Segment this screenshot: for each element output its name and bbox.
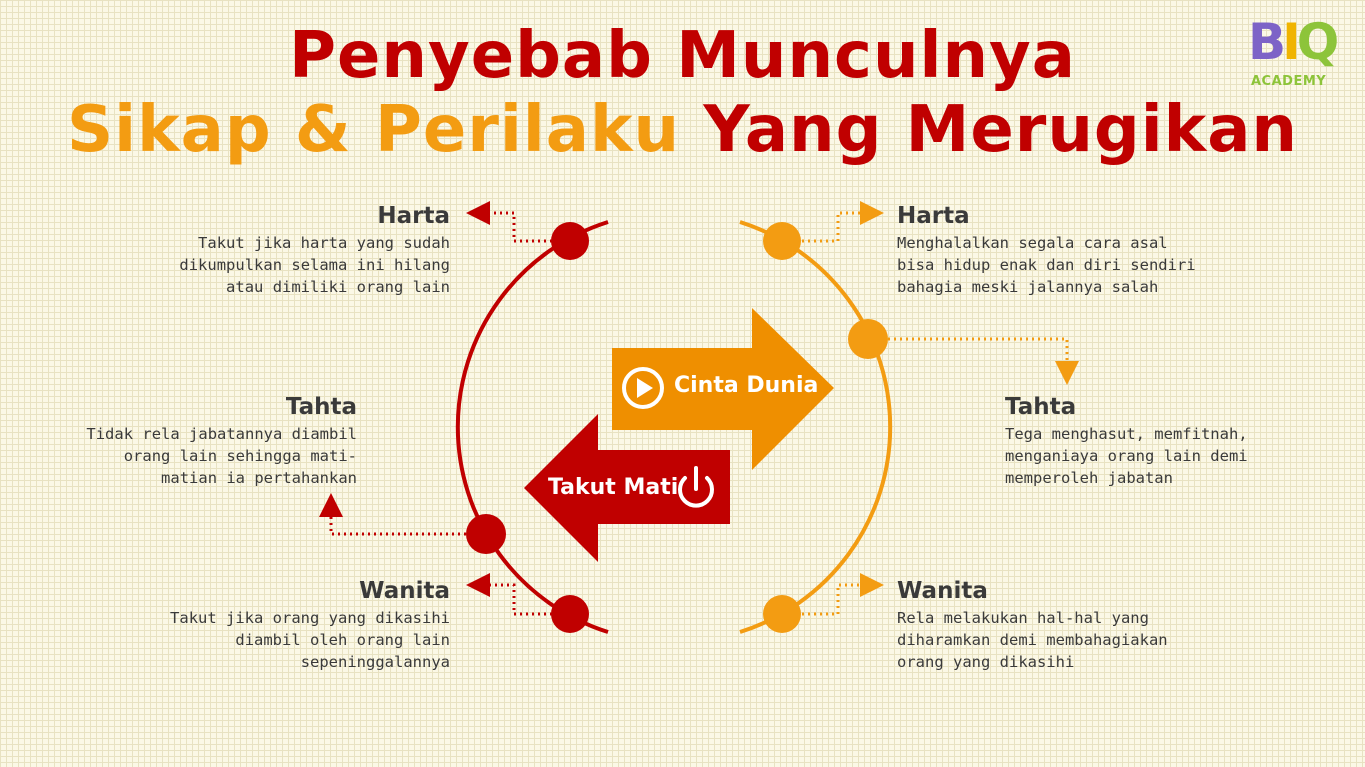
node-left-wanita (551, 595, 589, 633)
left-wanita-line-1: Takut jika orang yang dikasihi (170, 609, 450, 627)
left-wanita-heading: Wanita (359, 578, 450, 604)
node-right-harta (763, 222, 801, 260)
left-tahta-line-1: Tidak rela jabatannya diambil (86, 425, 357, 443)
node-left-harta (551, 222, 589, 260)
left-tahta-line-3: matian ia pertahankan (161, 469, 357, 487)
connector-right-wanita (802, 585, 872, 614)
right-tahta-heading: Tahta (1005, 394, 1077, 420)
left-wanita-description (170, 607, 450, 673)
right-wanita-heading: Wanita (897, 578, 988, 604)
takut-mati-label: Takut Mati (548, 475, 679, 500)
left-tahta-heading: Tahta (285, 394, 357, 420)
right-wanita-line-2: diharamkan demi membahagiakan (897, 631, 1168, 649)
connector-left-wanita (478, 585, 552, 614)
title-line-1: Penyebab Munculnya (289, 19, 1076, 93)
left-harta-line-1: Takut jika harta yang sudah (198, 234, 450, 252)
left-tahta-description (86, 423, 357, 489)
right-harta-line-1: Menghalalkan segala cara asal (897, 234, 1168, 252)
right-wanita-line-3: orang yang dikasihi (897, 653, 1075, 671)
logo-subtitle: ACADEMY (1251, 74, 1327, 89)
left-harta-line-3: atau dimiliki orang lain (226, 278, 450, 296)
connector-left-harta (478, 213, 552, 241)
connector-left-tahta (331, 505, 466, 534)
right-harta-description (897, 232, 1196, 298)
left-wanita-line-2: diambil oleh orang lain (235, 631, 450, 649)
right-tahta-line-1: Tega menghasut, memfitnah, (1005, 425, 1248, 443)
title-line-2-red: Yang Merugikan (703, 93, 1298, 167)
connector-right-tahta (888, 339, 1067, 373)
cinta-dunia-label: Cinta Dunia (674, 373, 819, 398)
right-tahta-description (1005, 423, 1248, 489)
right-wanita-description (897, 607, 1168, 673)
logo-letter-b: B (1248, 13, 1283, 71)
node-right-tahta (848, 319, 888, 359)
connector-right-harta (802, 213, 872, 241)
node-right-wanita (763, 595, 801, 633)
left-harta-line-2: dikumpulkan selama ini hilang (179, 256, 450, 274)
left-tahta-line-2: orang lain sehingga mati- (123, 447, 357, 465)
left-wanita-line-3: sepeninggalannya (300, 653, 450, 671)
title-line-2-orange: Sikap & Perilaku (67, 93, 681, 167)
right-harta-line-2: bisa hidup enak dan diri sendiri (897, 256, 1196, 274)
node-left-tahta (466, 514, 506, 554)
right-wanita-line-1: Rela melakukan hal-hal yang (897, 609, 1149, 627)
right-harta-line-3: bahagia meski jalannya salah (897, 278, 1159, 296)
logo-letter-q: Q (1296, 13, 1336, 71)
right-harta-heading: Harta (897, 203, 970, 229)
right-tahta-line-2: menganiaya orang lain demi (1005, 447, 1248, 465)
right-tahta-line-3: memperoleh jabatan (1005, 469, 1173, 487)
left-harta-heading: Harta (377, 203, 450, 229)
logo-letter-i: I (1282, 13, 1297, 71)
left-harta-description (179, 232, 450, 298)
